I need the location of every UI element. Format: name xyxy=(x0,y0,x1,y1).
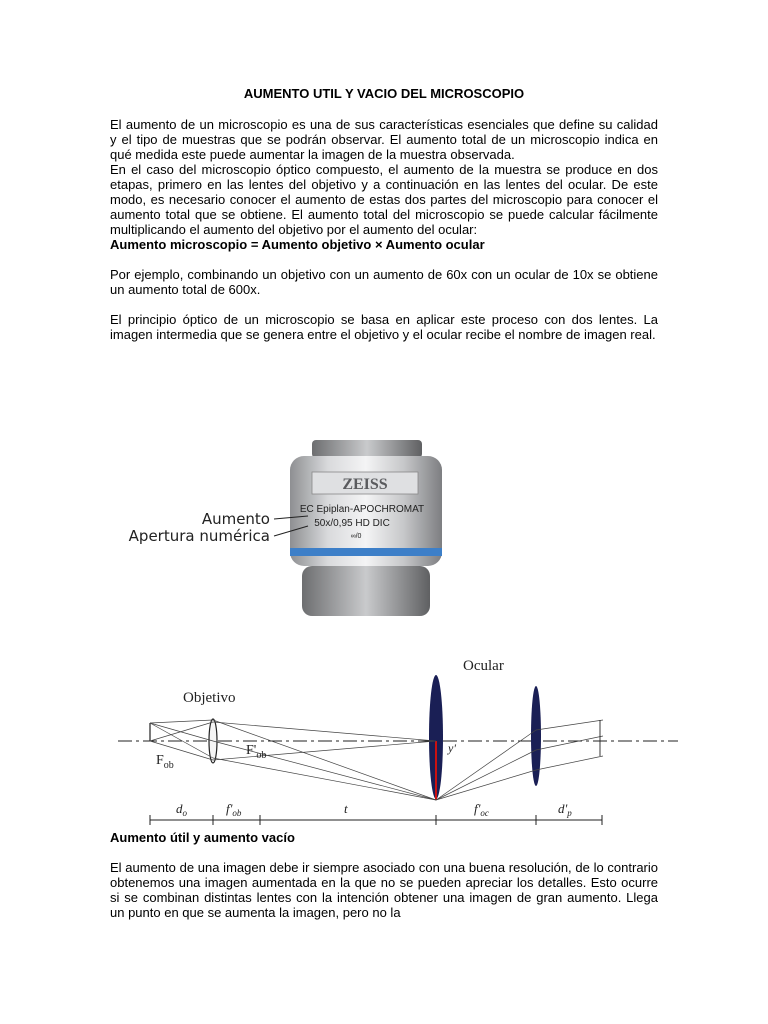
section-useful-empty-magnification xyxy=(110,830,658,920)
rays-eyepiece-side xyxy=(436,720,603,800)
paragraph-compound-microscope: En el caso del microscopio óptico compuesto, el aumento de la muestra se produce en dos etapas, primero en las lentes del objetivo y a continuación en las lentes del ocular. De este modo, es necesario conocer el aumento de estas dos partes del microscopio para conocer el aumento total que se obtiene. El aumento total del microscopio se puede calcular fácilmente multiplicando el aumento del objetivo por el aumento del ocular: xyxy=(110,162,658,237)
dim-label-eyepiece-focal: $f'_{oc}$ xyxy=(474,801,489,818)
dim-label-object-distance: $d_o$ xyxy=(176,801,187,818)
objective-blue-ring xyxy=(290,548,442,556)
paragraph-optical-principle: El principio óptico de un microscopio se basa en aplicar este proceso con dos lentes. La imagen intermedia que se genera entre el objetivo y el ocular recibe el nombre de imagen real. xyxy=(110,312,658,342)
dim-label-tube-length: t xyxy=(344,801,348,816)
dim-label-eye-distance: $d'_p$ xyxy=(558,801,572,818)
section2-heading: Aumento útil y aumento vacío xyxy=(110,830,295,845)
rays-to-image xyxy=(213,720,436,800)
objective-thread xyxy=(312,440,422,458)
document-body xyxy=(110,86,658,342)
zeiss-logo: ZEISS xyxy=(342,476,388,493)
dim-label-objective-focal: $f'_{ob}$ xyxy=(226,801,242,818)
label-focal-prime-ob: $F'_{ob}$ xyxy=(246,743,267,761)
label-magnification: Aumento xyxy=(201,510,270,528)
label-numerical-aperture: Apertura numérica xyxy=(128,527,270,545)
objective-lens-figure xyxy=(112,428,452,628)
objective-nose xyxy=(302,566,430,616)
paragraph-intro: El aumento de un microscopio es una de sus características esenciales que define su calidad y el tipo de muestras que se podrán observar. El aumento total de un microscopio indica en qué medida este puede aumentar la imagen de la muestra observada. xyxy=(110,117,658,162)
objective-engraving-line3: ∞/0 xyxy=(350,533,362,540)
objective-engraving-line1: EC Epiplan-APOCHROMAT xyxy=(299,504,425,515)
optical-ray-diagram xyxy=(118,650,678,835)
label-objective: Objetivo xyxy=(183,690,236,706)
paragraph-example: Por ejemplo, combinando un objetivo con un aumento de 60x con un ocular de 10x se obtiene un aumento total de 600x. xyxy=(110,267,658,297)
label-image-height: y' xyxy=(448,741,456,755)
page-title: AUMENTO UTIL Y VACIO DEL MICROSCOPIO xyxy=(243,86,525,101)
paragraph-resolution: El aumento de una imagen debe ir siempre asociado con una buena resolución, de lo contrario obtenemos una imagen aumentada en la que no se pueden apreciar los detalles. Esto ocurre si se combinan distintas lentes con la intención obtener una imagen de gran aumento. Llega un punto en que se aumenta la imagen, pero no la xyxy=(110,860,658,920)
label-focal-ob: $F_{ob}$ xyxy=(156,753,174,771)
label-eyepiece: Ocular xyxy=(463,658,504,674)
formula-line: Aumento microscopio = Aumento objetivo × Aumento ocular xyxy=(110,237,485,252)
objective-engraving-line2: 50x/0,95 HD DIC xyxy=(314,518,390,529)
